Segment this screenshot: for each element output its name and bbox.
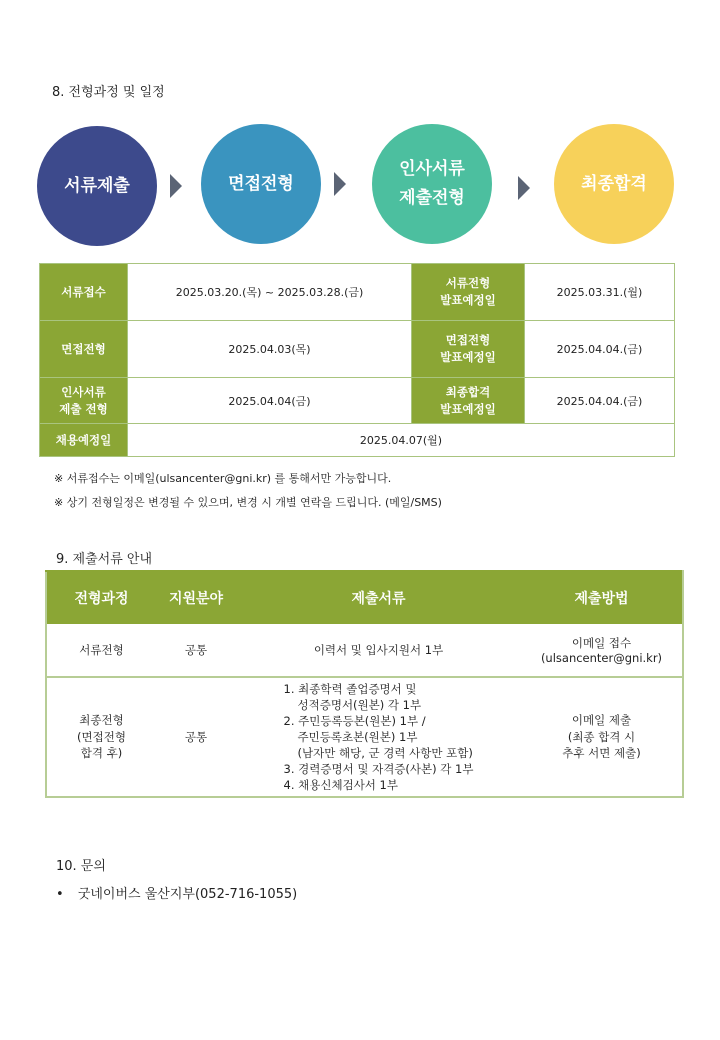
- schedule-value: 2025.04.03(목): [128, 321, 412, 378]
- documents-table: [45, 570, 684, 798]
- contact-text: 굿네이버스 울산지부(052-716-1055): [77, 887, 298, 902]
- header-line: 서류전형: [445, 276, 491, 291]
- arrow-right-icon: [518, 176, 530, 200]
- step-document-submission: [37, 126, 157, 246]
- section10-title: 10. 문의: [56, 859, 106, 874]
- step-label: 최종합격: [581, 173, 647, 194]
- step-label: 제출전형: [399, 188, 465, 208]
- table-row: [40, 321, 675, 378]
- header-line: 면접전형: [445, 333, 491, 348]
- method-line: (최종 합격 시: [567, 729, 636, 744]
- field-cell: 공통: [156, 624, 236, 677]
- schedule-value: 2025.04.04(금): [128, 378, 412, 424]
- schedule-value: 2025.03.31.(월): [525, 264, 675, 321]
- schedule-header: [40, 378, 128, 424]
- schedule-table: [39, 263, 675, 457]
- document-item: 4. 채용신체검사서 1부: [283, 778, 398, 793]
- schedule-header: [412, 321, 525, 378]
- schedule-value: 2025.04.04.(금): [525, 321, 675, 378]
- step-final-pass: [554, 124, 674, 244]
- table-row: [40, 378, 675, 424]
- section8-title: 8. 전형과정 및 일정: [52, 85, 165, 100]
- document-item: (남자만 해당, 군 경력 사항만 포함): [297, 746, 473, 761]
- step-label: 인사서류: [399, 159, 465, 180]
- documents-cell: [236, 677, 521, 797]
- documents-cell: 이력서 및 입사지원서 1부: [236, 624, 521, 677]
- method-cell: [521, 677, 683, 797]
- header-line: 최종합격: [445, 384, 491, 399]
- section9-title: 9. 제출서류 안내: [56, 552, 153, 567]
- header-line: 발표예정일: [440, 401, 496, 416]
- note-schedule-change: ※ 상기 전형일정은 변경될 수 있으며, 변경 시 개별 연락을 드립니다. (메일/SMS): [54, 496, 442, 509]
- step-hr-documents: [372, 124, 492, 244]
- document-item: 성적증명서(원본) 각 1부: [297, 697, 422, 712]
- process-line: 합격 후): [80, 746, 123, 761]
- step-label: 면접전형: [228, 173, 294, 194]
- header-line: 제출 전형: [59, 401, 108, 416]
- bullet-icon: •: [56, 887, 64, 902]
- note-email: ※ 서류접수는 이메일(ulsancenter@gni.kr) 를 통해서만 가능합니다.: [54, 472, 392, 485]
- schedule-header: 채용예정일: [40, 424, 128, 457]
- schedule-header: 서류접수: [40, 264, 128, 321]
- document-item: 3. 경력증명서 및 자격증(사본) 각 1부: [283, 762, 474, 777]
- method-cell: [521, 624, 683, 677]
- table-row: [46, 624, 683, 677]
- table-row: [40, 424, 675, 457]
- method-line: 이메일 제출: [571, 712, 632, 727]
- document-item: 주민등록초본(원본) 1부: [297, 729, 418, 744]
- field-cell: 공통: [156, 677, 236, 797]
- table-header-row: [46, 571, 683, 624]
- header-line: 발표예정일: [440, 350, 496, 364]
- document-item: 2. 주민등록등본(원본) 1부 /: [283, 713, 426, 728]
- schedule-header: 면접전형: [40, 321, 128, 378]
- process-cell: 서류전형: [46, 624, 156, 677]
- arrow-right-icon: [170, 174, 182, 198]
- process-line: (면접전형: [77, 729, 126, 744]
- step-label: 서류제출: [64, 175, 130, 196]
- header-line: 발표예정일: [440, 293, 496, 307]
- table-row: [46, 677, 683, 797]
- schedule-value: 2025.04.04.(금): [525, 378, 675, 424]
- process-line: 최종전형: [79, 712, 124, 727]
- contact-line: [56, 883, 297, 902]
- arrow-right-icon: [334, 172, 346, 196]
- schedule-header: [412, 378, 525, 424]
- column-header: 제출서류: [236, 571, 521, 624]
- schedule-value: 2025.04.07(월): [128, 424, 675, 457]
- method-line: (ulsancenter@gni.kr): [540, 651, 663, 665]
- header-line: 인사서류: [61, 384, 106, 399]
- column-header: 제출방법: [521, 571, 683, 624]
- column-header: 지원분야: [156, 571, 236, 624]
- step-interview: [201, 124, 321, 244]
- document-item: 1. 최종학력 졸업증명서 및: [283, 681, 417, 696]
- schedule-value: 2025.03.20.(목) ~ 2025.03.28.(금): [128, 264, 412, 321]
- method-line: 이메일 접수: [571, 636, 632, 650]
- process-cell: [46, 677, 156, 797]
- method-line: 추후 서면 제출): [562, 746, 641, 761]
- table-row: [40, 264, 675, 321]
- document-list: [284, 681, 474, 794]
- schedule-header: [412, 264, 525, 321]
- column-header: 전형과정: [46, 571, 156, 624]
